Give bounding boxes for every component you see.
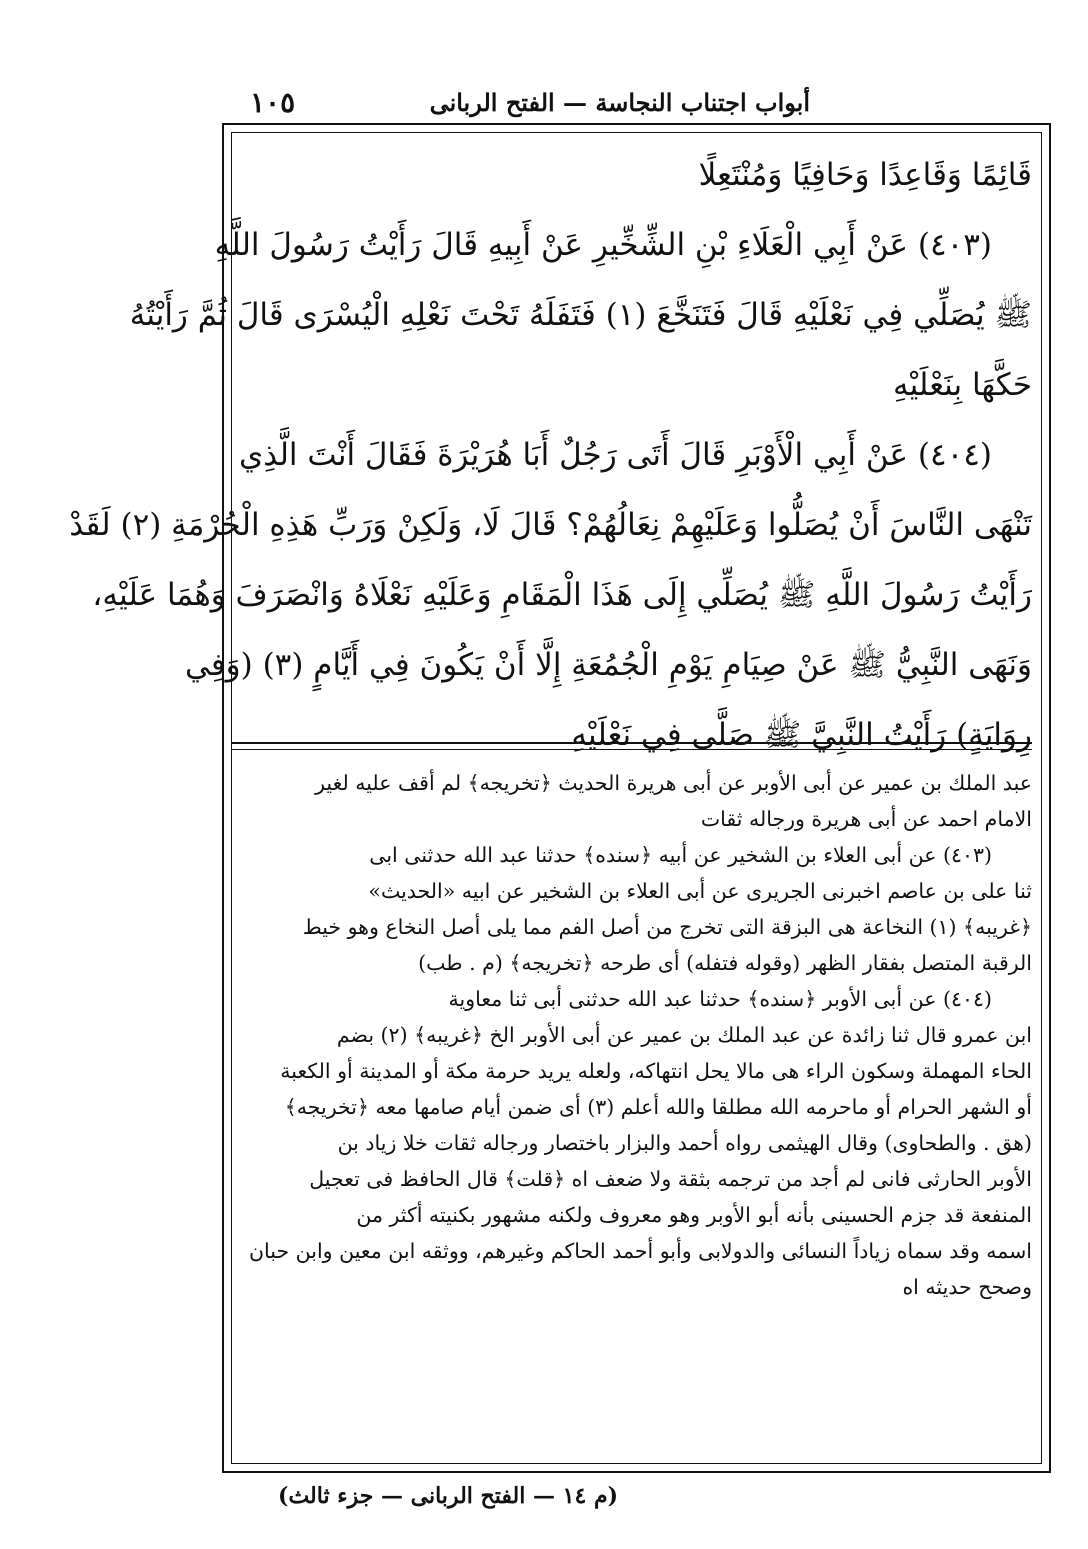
main-line: حَكَّهَا بِنَعْلَيْهِ [892,367,1032,403]
note-line: اسمه وقد سماه زياداً النسائى والدولابى وأبو أحمد الحاكم وغيرهم، ووثقه ابن معين وابن حبان [248,1239,1032,1263]
main-line: (٤٠٤) عَنْ أَبِي الْأَوْبَرِ قَالَ أَتَى رَجُلٌ أَبَا هُرَيْرَةَ فَقَالَ أَنْتَ الَّذِي [238,437,992,473]
note-line: (٤٠٣) عن أبى العلاء بن الشخير عن أبيه ﴿سنده﴾ حدثنا عبد الله حدثنى ابى [369,843,992,867]
note-line: عبد الملك بن عمير عن أبى الأوبر عن أبى هريرة الحديث ﴿تخريجه﴾ لم أقف عليه لغير [315,771,1032,795]
main-text [69,140,1032,753]
main-line: رِوَايَةٍ) رَأَيْتُ النَّبِيَّ ﷺ صَلَّى فِي نَعْلَيْهِ [571,717,1032,753]
note-line: الأوبر الحارثى فانى لم أجد من ترجمه بثقة ولا ضعف اه ﴿قلت﴾ قال الحافظ فى تعجيل [309,1167,1032,1191]
main-line: رَأَيْتُ رَسُولَ اللَّهِ ﷺ يُصَلِّي إِلَى هَذَا الْمَقَامِ وَعَلَيْهِ نَعْلَاهُ وَانْصَرَفَ وَهُمَا عَلَيْهِ، [92,577,1032,613]
footnote-divider [232,742,1032,750]
main-line: قَائِمًا وَقَاعِدًا وَحَافِيًا وَمُنْتَعِلًا [698,157,1032,193]
note-line: ابن عمرو قال ثنا زائدة عن عبد الملك بن عمير عن أبى الأوبر الخ ﴿غريبه﴾ (٢) بضم [336,1023,1032,1047]
note-line: المنفعة قد جزم الحسينى بأنه أبو الأوبر وهو معروف ولكنه مشهور بكنيته أكثر من [356,1203,1032,1227]
running-title: أبواب اجتناب النجاسة — الفتح الربانى [429,87,810,117]
note-line: أو الشهر الحرام أو ماحرمه الله مطلقا والله أعلم (٣) أى ضمن أيام صامها معه ﴿تخريجه﴾ [284,1095,1032,1119]
note-line: وصحح حديثه اه [902,1275,1032,1299]
note-line: الحاء المهملة وسكون الراء هى مالا يحل انتهاكه، ولعله يريد حرمة مكة أو المدينة أو الكعبة [280,1059,1032,1083]
main-line: وَنَهَى النَّبِيُّ ﷺ عَنْ صِيَامِ يَوْمِ الْجُمُعَةِ إِلَّا أَنْ يَكُونَ فِي أَيَّامٍ (٣) (وَفِي [185,647,1032,683]
note-line: الرقبة المتصل بفقار الظهر (وقوله فتفله) أى طرحه ﴿تخريجه﴾ (م . طب) [418,951,1032,975]
main-line: ﷺ يُصَلِّي فِي نَعْلَيْهِ قَالَ فَتَنَخَّعَ (١) فَتَفَلَهُ تَحْتَ نَعْلِهِ الْيُسْرَى قَالَ ثُمَّ رَأَيْتُهُ [129,297,1032,333]
main-line: تَنْهَى النَّاسَ أَنْ يُصَلُّوا وَعَلَيْهِمْ نِعَالُهُمْ؟ قَالَ لَا، وَلَكِنْ وَرَبِّ هَذِهِ الْحُرْمَةِ (٢) لَقَدْ [69,507,1032,543]
signature-line: (م ١٤ — الفتح الربانى — جزء ثالث) [278,1483,618,1509]
note-line: (هق . والطحاوى) وقال الهيثمى رواه أحمد والبزار باختصار ورجاله ثقات خلا زياد بن [337,1131,1032,1155]
page-number: ١٠٥ [250,85,296,119]
main-line: (٤٠٣) عَنْ أَبِي الْعَلَاءِ بْنِ الشِّخِّيرِ عَنْ أَبِيهِ قَالَ رَأَيْتُ رَسُولَ اللَّهِ [214,227,992,263]
note-line: (٤٠٤) عن أبى الأوبر ﴿سنده﴾ حدثنا عبد الله حدثنى أبى ثنا معاوية [448,987,992,1011]
note-line: ﴿غريبه﴾ (١) النخاعة هى البزقة التى تخرج من أصل الفم مما يلى أصل النخاع وهو خيط [302,915,1032,939]
page-header [250,84,810,120]
note-line: الامام احمد عن أبى هريرة ورجاله ثقات [700,807,1032,831]
footnotes [232,765,1032,1455]
note-line: ثنا على بن عاصم اخبرنى الجريرى عن أبى العلاء بن الشخير عن ابيه «الحديث» [368,879,1032,903]
